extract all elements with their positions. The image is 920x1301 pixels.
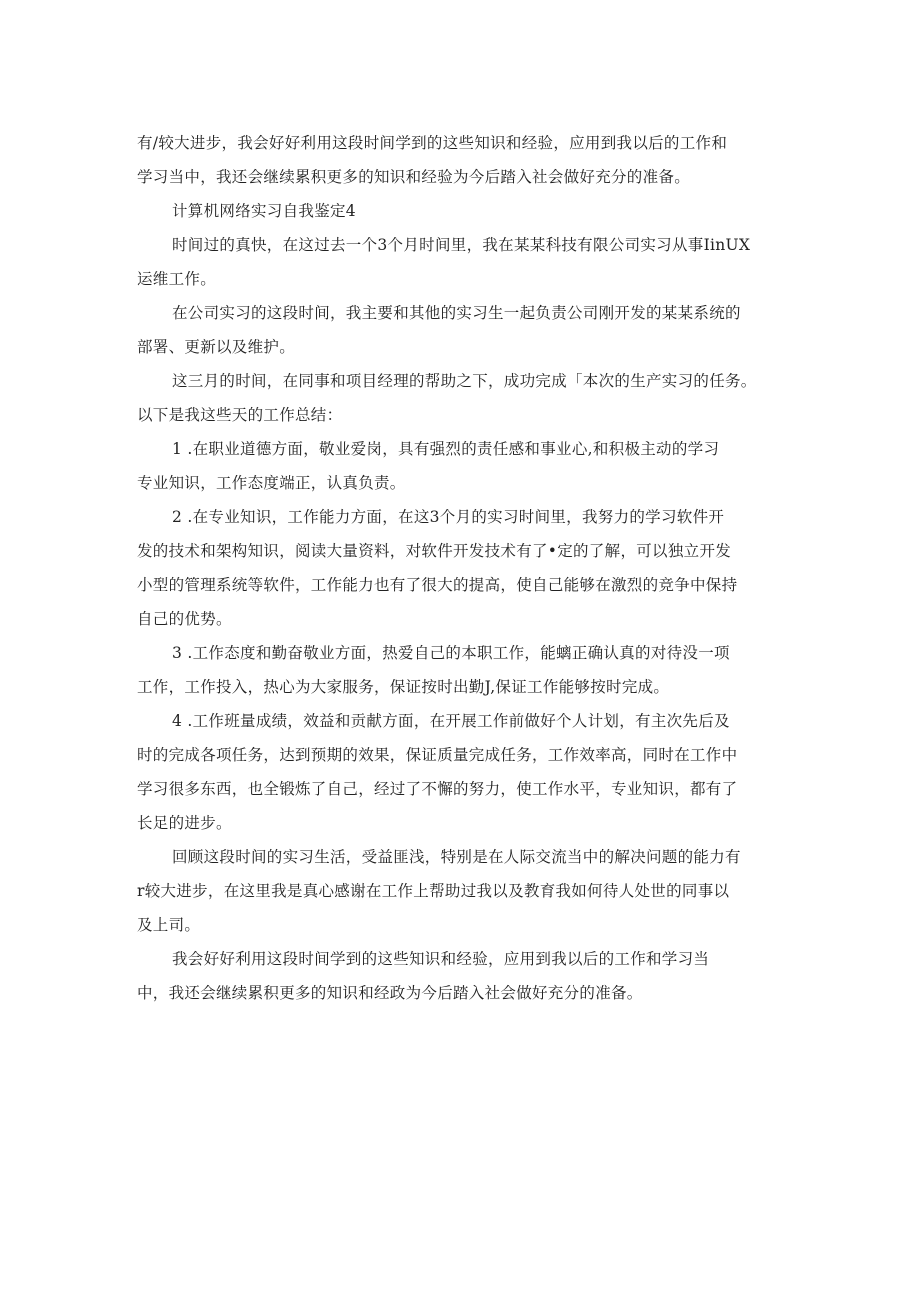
paragraph-item-3 (137, 636, 787, 704)
section-heading: 计算机网络实习自我鉴定4 (172, 202, 356, 220)
paragraph-line: r较大进步，在这里我是真心感谢在工作上帮助过我以及教育我如何待人处世的同事以 (137, 882, 730, 900)
paragraph-review (137, 840, 787, 942)
paragraph-line: 3 .工作态度和勤奋敬业方面，热爱自己的本职工作，能螭正确认真的对待没一项 (172, 644, 730, 662)
paragraph-line: 这三月的时间，在同事和项目经理的帮助之下，成功完成「本次的生产实习的任务。 (172, 372, 757, 390)
paragraph-item-4 (137, 704, 787, 840)
paragraph-line: 运维工作。 (137, 270, 217, 288)
paragraph-line: 1 .在职业道德方面，敬业爱岗，具有强烈的责任感和事业心,和积极主动的学习 (172, 440, 720, 458)
paragraph-line: 时间过的真快，在这过去一个3个月时间里，我在某某科技有限公司实习从事IinUX (172, 236, 751, 254)
document-page (137, 126, 787, 1010)
paragraph-line: 长足的进步。 (137, 814, 232, 832)
paragraph-3 (137, 364, 787, 432)
intro-line-2: 学习当中，我还会继续累积更多的知识和经验为今后踏入社会做好充分的准备。 (137, 168, 691, 186)
paragraph-closing (137, 942, 787, 1010)
paragraph-line: 专业知识，工作态度端正，认真负责。 (137, 474, 406, 492)
paragraph-line: 中，我还会继续累积更多的知识和经政为今后踏入社会做好充分的准备。 (137, 984, 643, 1002)
paragraph-line: 2 .在专业知识，工作能力方面，在这3个月的实习时间里，我努力的学习软件开 (172, 508, 725, 526)
paragraph-line: 学习很多东西，也全锻炼了自己，经过了不懈的努力，使工作水平，专业知识，都有了 (137, 780, 738, 798)
paragraph-line: 以下是我这些天的工作总结： (137, 406, 343, 424)
paragraph-line: 自己的优势。 (137, 610, 232, 628)
paragraph-line: 部署、更新以及维护。 (137, 338, 296, 356)
paragraph-line: 我会好好利用这段时间学到的这些知识和经验，应用到我以后的工作和学习当 (172, 950, 710, 968)
paragraph-line: 发的技术和架构知识，阅读大量资料，对软件开发技术有了•定的了解，可以独立开发 (137, 542, 732, 560)
intro-line-1: 有/较大进步，我会好好利用这段时间学到的这些知识和经验，应用到我以后的工作和 (137, 134, 728, 152)
paragraph-line: 工作，工作投入，热心为大家服务，保证按时出勤J,保证工作能够按时完成。 (137, 678, 670, 696)
paragraph-line: 在公司实习的这段时间，我主要和其他的实习生一起负责公司刚开发的某某系统的 (172, 304, 741, 322)
paragraph-line: 及上司。 (137, 916, 201, 934)
paragraph-line: 时的完成各项任务，达到预期的效果，保证质量完成任务，工作效率高，同时在工作中 (137, 746, 738, 764)
paragraph-2 (137, 296, 787, 364)
paragraph-line: 回顾这段时间的实习生活，受益匪浅，特别是在人际交流当中的解决问题的能力有 (172, 848, 741, 866)
paragraph-item-1 (137, 432, 787, 500)
paragraph-1 (137, 228, 787, 296)
paragraph-line: 小型的管理系统等软件，工作能力也有了很大的提高，使自己能够在激烈的竞争中保持 (137, 576, 738, 594)
paragraph-line: 4 .工作班量成绩，效益和贡献方面，在开展工作前做好个人计划，有主次先后及 (172, 712, 730, 730)
paragraph-item-2 (137, 500, 787, 636)
